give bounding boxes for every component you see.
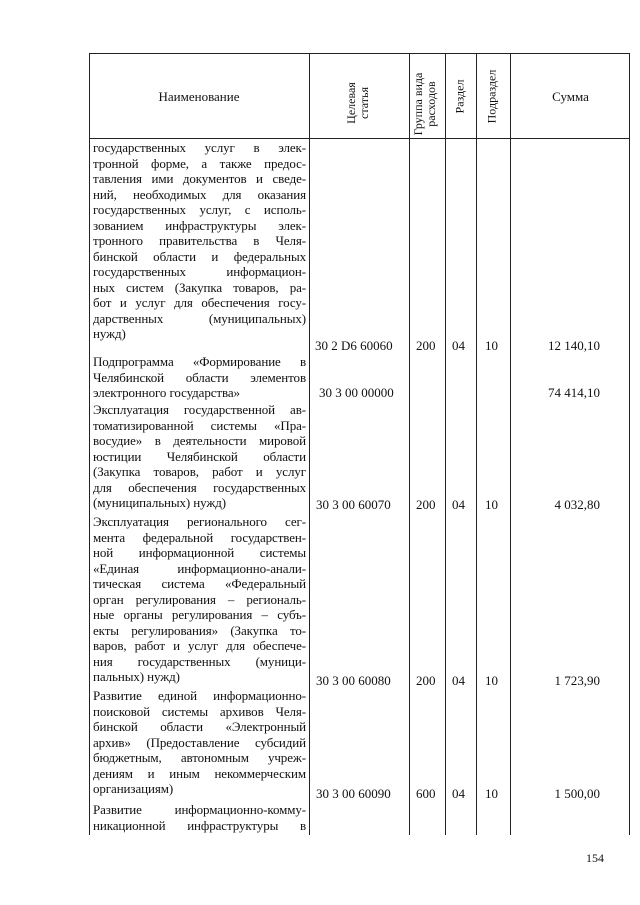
row-group: 200 <box>416 673 436 688</box>
page-number: 154 <box>586 851 604 865</box>
table-row-name: Эксплуатация государственной ав- томатизированной системы «Пра- восудие» в деятельности мировой юстиции Челябинской области (Закупка товаров, работ и услуг для обеспечения государственных (муниципальных) нужд) <box>93 402 306 510</box>
row-target: 30 3 00 00000 <box>319 385 394 400</box>
table-row-name: Развитие информационно-комму- никационной инфраструктуры в <box>93 802 306 833</box>
row-sum: 12 140,10 <box>548 338 600 353</box>
row-sum: 1 723,90 <box>554 673 600 688</box>
row-sum: 1 500,00 <box>554 786 600 801</box>
column-divider <box>510 53 511 835</box>
row-subsection: 10 <box>485 786 498 801</box>
table-row-name: государственных услуг в элек- тронной форме, а также предос- тавления ими документов и сведе- ний, необходимых для оказания государственных услуг, с исполь- зованием инфраструктуры элек- тронного правительства в Челя- бинской области и федеральных государственных информацион- ных систем (Закупка товаров, ра- бот и услуг для обеспечения госу- дарственных (муниципальных) нужд) <box>93 140 306 341</box>
row-section: 04 <box>452 786 465 801</box>
row-group: 600 <box>416 786 436 801</box>
header-group: Группа вида расходов <box>411 72 438 136</box>
row-sum: 4 032,80 <box>554 497 600 512</box>
column-divider <box>476 53 477 835</box>
row-group: 200 <box>416 338 436 353</box>
row-group: 200 <box>416 497 436 512</box>
row-target: 30 3 00 60080 <box>316 673 391 688</box>
header-subsection: Подраздел <box>484 69 499 124</box>
row-section: 04 <box>452 673 465 688</box>
row-target: 30 3 00 60070 <box>316 497 391 512</box>
row-target: 30 2 D6 60060 <box>315 338 393 353</box>
column-divider <box>309 53 310 835</box>
row-target: 30 3 00 60090 <box>316 786 391 801</box>
column-divider <box>445 53 446 835</box>
header-target: Целевая статья <box>344 82 371 124</box>
row-section: 04 <box>452 338 465 353</box>
table-row-name: Развитие единой информационно- поисковой системы архивов Челя- бинской области «Электронный архив» (Предоставление субсидий бюджетным, автономным учреж- дениям и иным некоммерческим организациям) <box>93 688 306 796</box>
table-row-name: Подпрограмма «Формирование в Челябинской области элементов электронного государства» <box>93 354 306 400</box>
column-divider <box>409 53 410 835</box>
row-sum: 74 414,10 <box>548 385 600 400</box>
row-section: 04 <box>452 497 465 512</box>
row-subsection: 10 <box>485 673 498 688</box>
header-section: Раздел <box>452 79 467 114</box>
header-sum: Сумма <box>552 89 589 104</box>
row-subsection: 10 <box>485 338 498 353</box>
table-row-name: Эксплуатация регионального сег- мента федеральной государствен- ной информационной системы «Единая информационно-анали- тическая система «Федеральный орган регулирования – региональ- ные органы регулирования – субъ- екты регулирования» (Закупка то- варов, работ и услуг для обеспече- ния государственных (муници- пальных) нужд) <box>93 514 306 684</box>
header-name: Наименование <box>158 89 240 104</box>
row-subsection: 10 <box>485 497 498 512</box>
